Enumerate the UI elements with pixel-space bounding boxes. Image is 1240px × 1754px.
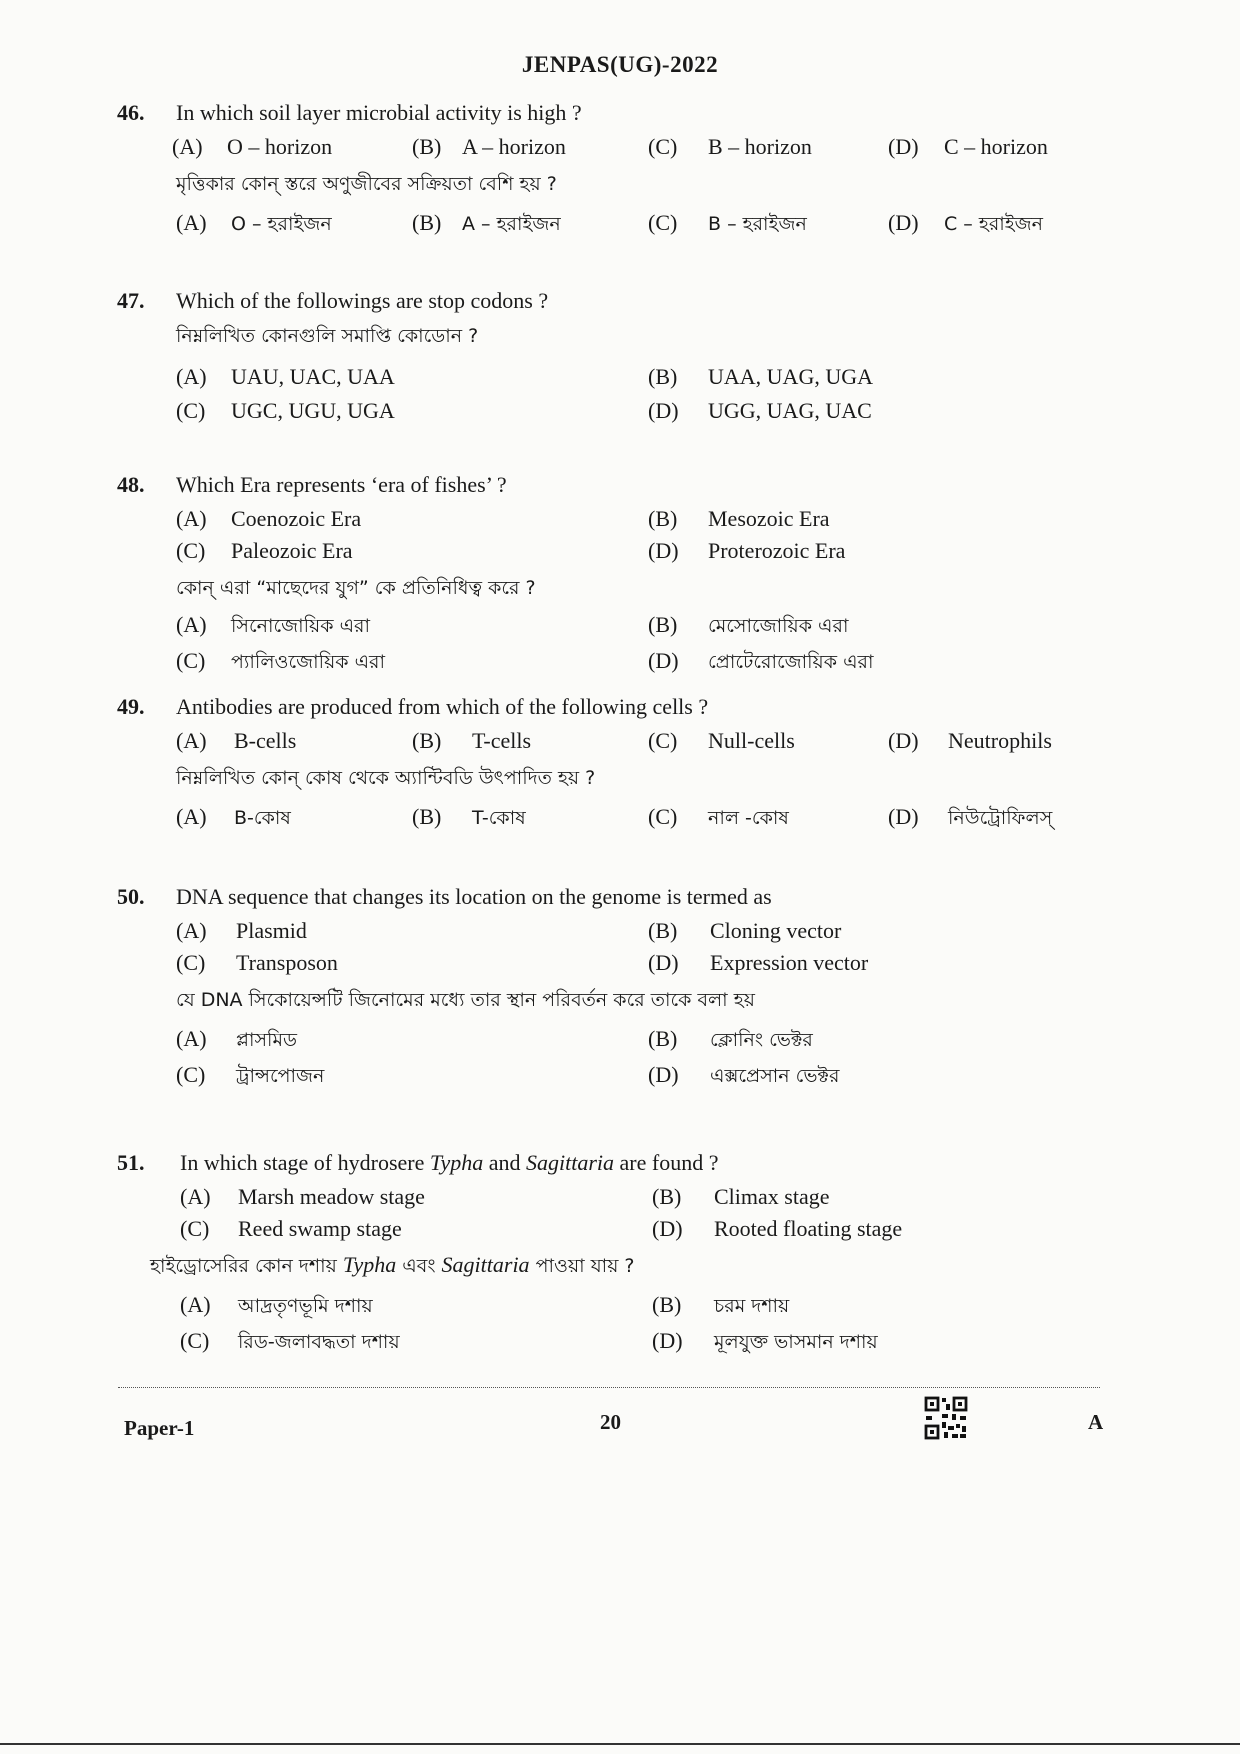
option-a-bn: (A) O – হরাইজন (176, 210, 332, 235)
option-b-bn: (B) মেসোজোয়িক এরা (648, 612, 849, 637)
question-number: 46. (117, 100, 145, 125)
option-d-bn: (D) এক্সপ্রেসান ভেক্টর (648, 1062, 840, 1087)
option-c-en: (C) B – horizon (648, 134, 812, 159)
option-a-bn: (A) আদ্রতৃণভূমি দশায় (180, 1292, 373, 1317)
option-d-en: (D) C – horizon (888, 134, 1048, 159)
question-number: 50. (117, 884, 145, 909)
option-c-en: (C) Paleozoic Era (176, 538, 353, 563)
question-text-bn: নিম্নলিখিত কোন্ কোষ থেকে অ্যান্টিবডি উৎপাদিত হয় ? (176, 767, 596, 789)
question-number: 49. (117, 694, 145, 719)
question-text-en: Which of the followings are stop codons ? (176, 288, 549, 313)
option-c-bn: (C) রিড-জলাবদ্ধতা দশায় (180, 1328, 400, 1353)
page-number: 20 (600, 1410, 621, 1434)
option-a-en: (A) UAU, UAC, UAA (176, 364, 395, 389)
option-d-bn: (D) নিউট্রোফিলস্ (888, 804, 1053, 829)
question-number: 51. (117, 1150, 145, 1175)
question-text-en: In which stage of hydrosere Typha and Sagittaria are found ? (180, 1150, 719, 1175)
question-text-bn: নিম্নলিখিত কোনগুলি সমাপ্তি কোডোন ? (176, 325, 479, 347)
option-b-en: (B) UAA, UAG, UGA (648, 364, 873, 389)
page-bottom-rule (0, 1743, 1240, 1745)
qr-code-icon (924, 1396, 968, 1440)
paper-label: Paper-1 (124, 1416, 195, 1440)
option-b-en: (B) Climax stage (652, 1184, 830, 1209)
option-b-bn: (B) চরম দশায় (652, 1292, 790, 1317)
question-number: 48. (117, 472, 145, 497)
option-b-bn: (B) A – হরাইজন (412, 210, 561, 235)
option-a-bn: (A) সিনোজোয়িক এরা (176, 612, 370, 637)
option-b-bn: (B) T-কোষ (412, 804, 526, 829)
option-c-bn: (C) প্যালিওজোয়িক এরা (176, 648, 386, 673)
option-d-bn: (D) প্রোটেরোজোয়িক এরা (648, 648, 874, 673)
option-a-en: (A) Plasmid (176, 918, 307, 943)
question-text-bn: কোন্ এরা “মাছেদের যুগ” কে প্রতিনিধিত্ব করে ? (176, 577, 536, 599)
question-set-letter: A (1088, 1410, 1104, 1434)
option-d-en: (D) Expression vector (648, 950, 869, 975)
question-text-en: DNA sequence that changes its location on the genome is termed as (176, 884, 772, 909)
question-number: 47. (117, 288, 145, 313)
option-d-en: (D) Proterozoic Era (648, 538, 846, 563)
question-text-en: Which Era represents ‘era of fishes’ ? (176, 472, 507, 497)
question-text-bn: যে DNA সিকোয়েন্সটি জিনোমের মধ্যে তার স্থান পরিবর্তন করে তাকে বলা হয় (176, 989, 755, 1011)
option-c-en: (C) Reed swamp stage (180, 1216, 402, 1241)
option-b-bn: (B) ক্লোনিং ভেক্টর (648, 1026, 813, 1051)
question-text-bn: মৃত্তিকার কোন্ স্তরে অণুজীবের সক্রিয়তা বেশি হয় ? (176, 173, 557, 195)
option-a-en: (A) B-cells (176, 728, 297, 753)
option-c-bn: (C) ট্রান্সপোজন (176, 1062, 325, 1087)
option-d-bn: (D) মূলযুক্ত ভাসমান দশায় (652, 1328, 878, 1353)
option-a-en: (A) O – horizon (172, 134, 333, 159)
option-a-en: (A) Coenozoic Era (176, 506, 362, 531)
page-header-title: JENPAS(UG)-2022 (521, 52, 719, 77)
option-c-bn: (C) B – হরাইজন (648, 210, 807, 235)
footer-divider (118, 1387, 1100, 1388)
option-b-en: (B) A – horizon (412, 134, 566, 159)
question-text-en: Antibodies are produced from which of the following cells ? (176, 694, 709, 719)
option-a-bn: (A) B-কোষ (176, 804, 291, 829)
option-b-en: (B) Mesozoic Era (648, 506, 830, 531)
option-b-en: (B) Cloning vector (648, 918, 842, 943)
option-b-en: (B) T-cells (412, 728, 532, 753)
question-text-en: In which soil layer microbial activity is high ? (176, 100, 582, 125)
option-d-en: (D) Neutrophils (888, 728, 1052, 753)
option-a-en: (A) Marsh meadow stage (180, 1184, 425, 1209)
option-c-en: (C) Null-cells (648, 728, 795, 753)
option-c-bn: (C) নাল -কোষ (648, 804, 789, 829)
option-c-en: (C) Transposon (176, 950, 338, 975)
option-d-bn: (D) C – হরাইজন (888, 210, 1044, 235)
option-a-bn: (A) প্লাসমিড (176, 1026, 298, 1051)
option-d-en: (D) UGG, UAG, UAC (648, 398, 872, 423)
question-text-bn: হাইড্রোসেরির কোন দশায় Typha এবং Sagittaria পাওয়া যায় ? (150, 1252, 635, 1277)
option-c-en: (C) UGC, UGU, UGA (176, 398, 395, 423)
option-d-en: (D) Rooted floating stage (652, 1216, 903, 1241)
